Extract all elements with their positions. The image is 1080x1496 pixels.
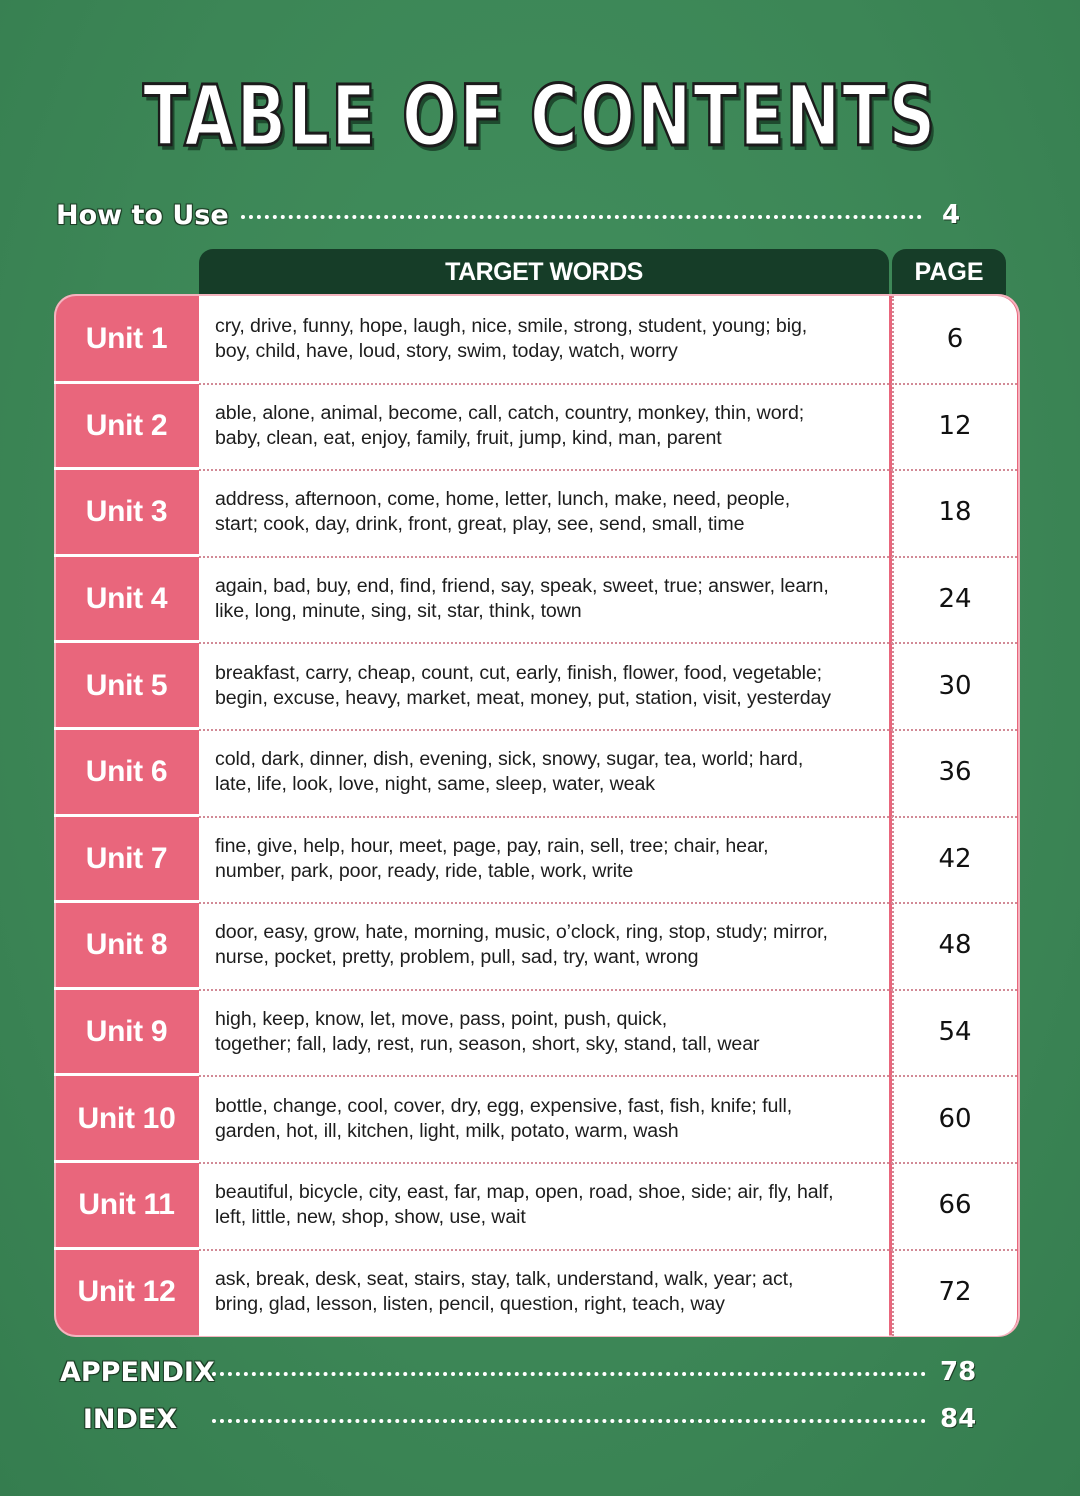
target-words-line-2: garden, hot, ill, kitchen, light, milk, potato, warm, wash [215, 1119, 679, 1142]
page-number: 36 [938, 757, 972, 788]
column-header-page: PAGE [892, 249, 1006, 295]
unit-label: Unit 1 [85, 322, 168, 356]
target-words-line-2: nurse, pocket, pretty, problem, pull, sad, try, want, wrong [215, 946, 699, 969]
unit-row[interactable] [54, 989, 1020, 1076]
toc-entry-index[interactable] [60, 1399, 977, 1439]
target-words-line-1: fine, give, help, hour, meet, page, pay, rain, sell, tree; chair, hear, [215, 834, 769, 857]
unit-label: Unit 6 [85, 755, 168, 789]
column-header-target-words: TARGET WORDS [199, 249, 889, 295]
unit-row[interactable] [54, 1075, 1020, 1162]
unit-row[interactable] [54, 816, 1020, 903]
target-words [215, 469, 895, 556]
target-words [215, 816, 895, 903]
dot-leader [212, 1419, 926, 1423]
page-number: 42 [938, 843, 972, 874]
page-number: 54 [938, 1017, 972, 1048]
unit-row[interactable] [54, 1162, 1020, 1249]
page-number: 6 [946, 324, 964, 355]
target-words-line-1: cry, drive, funny, hope, laugh, nice, smile, strong, student, young; big, [215, 315, 808, 338]
page-number: 60 [938, 1103, 972, 1134]
unit-label: Unit 7 [85, 841, 168, 875]
target-words-line-1: beautiful, bicycle, city, east, far, map, open, road, shoe, side; air, fly, half, [215, 1181, 834, 1204]
target-words-line-2: number, park, poor, ready, ride, table, work, write [215, 859, 634, 882]
unit-label: Unit 8 [85, 928, 168, 962]
target-words-line-1: ask, break, desk, seat, stairs, stay, talk, understand, walk, year; act, [215, 1267, 794, 1290]
unit-label: Unit 3 [85, 495, 168, 529]
unit-row[interactable] [54, 556, 1020, 643]
page-number: 24 [938, 584, 972, 615]
target-words-line-2: bring, glad, lesson, listen, pencil, question, right, teach, way [215, 1292, 725, 1315]
target-words [215, 989, 895, 1076]
target-words-line-1: breakfast, carry, cheap, count, cut, early, finish, flower, food, vegetable; [215, 661, 823, 684]
unit-row[interactable] [54, 383, 1020, 470]
unit-row[interactable] [54, 469, 1020, 556]
target-words-line-2: late, life, look, love, night, same, sleep, water, weak [215, 773, 655, 796]
target-words-line-2: begin, excuse, heavy, market, meat, money, put, station, visit, yesterday [215, 686, 831, 709]
dot-leader [212, 1372, 926, 1376]
target-words-line-2: baby, clean, eat, enjoy, family, fruit, jump, kind, man, parent [215, 426, 722, 449]
toc-page-number: 78 [940, 1357, 977, 1387]
target-words-line-2: together; fall, lady, rest, run, season, short, sky, stand, tall, wear [215, 1033, 760, 1056]
toc-entry-how-to-use[interactable] [56, 195, 966, 235]
unit-label: Unit 4 [85, 582, 168, 616]
target-words [215, 642, 895, 729]
toc-entry-appendix[interactable] [60, 1352, 977, 1392]
target-words-line-1: address, afternoon, come, home, letter, lunch, make, need, people, [215, 488, 791, 511]
dot-leader [241, 215, 922, 219]
unit-label: Unit 10 [77, 1101, 176, 1135]
target-words [215, 1249, 895, 1336]
target-words [215, 729, 895, 816]
unit-row[interactable] [54, 1249, 1020, 1336]
unit-label: Unit 11 [78, 1188, 175, 1222]
toc-label: INDEX [82, 1403, 178, 1435]
page-number: 18 [938, 497, 972, 528]
page-number: 12 [938, 410, 972, 441]
unit-row[interactable] [54, 729, 1020, 816]
unit-label: Unit 5 [85, 668, 168, 702]
target-words-line-1: high, keep, know, let, move, pass, point, push, quick, [215, 1008, 668, 1031]
target-words-line-1: bottle, change, cool, cover, dry, egg, expensive, fast, fish, knife; full, [215, 1094, 793, 1117]
target-words-line-1: cold, dark, dinner, dish, evening, sick, snowy, sugar, tea, world; hard, [215, 748, 804, 771]
target-words [215, 902, 895, 989]
target-words [215, 1075, 895, 1162]
toc-label: APPENDIX [60, 1356, 215, 1388]
page-number: 48 [938, 930, 972, 961]
page-number: 30 [938, 670, 972, 701]
unit-label: Unit 9 [85, 1015, 168, 1049]
target-words [215, 383, 895, 470]
target-words-line-1: able, alone, animal, become, call, catch, country, monkey, thin, word; [215, 401, 805, 424]
unit-label: Unit 12 [77, 1274, 176, 1308]
toc-page-number: 4 [941, 200, 961, 230]
unit-row[interactable] [54, 642, 1020, 729]
target-words-line-2: start; cook, day, drink, front, great, play, see, send, small, time [215, 513, 745, 536]
page-title: TABLE OF CONTENTS [142, 67, 938, 165]
page-number: 72 [938, 1276, 972, 1307]
target-words-line-1: again, bad, buy, end, find, friend, say, speak, sweet, true; answer, learn, [215, 575, 829, 598]
target-words-line-2: like, long, minute, sing, sit, star, think, town [215, 600, 582, 623]
target-words-line-2: left, little, new, shop, show, use, wait [215, 1206, 526, 1229]
unit-row[interactable] [54, 902, 1020, 989]
target-words-line-1: door, easy, grow, hate, morning, music, o’clock, ring, stop, study; mirror, [215, 921, 828, 944]
target-words [215, 296, 895, 383]
toc-label: How to Use [56, 199, 229, 231]
toc-page-number: 84 [940, 1404, 977, 1434]
target-words-line-2: boy, child, have, loud, story, swim, today, watch, worry [215, 340, 678, 363]
unit-row[interactable] [54, 296, 1020, 383]
target-words [215, 556, 895, 643]
target-words [215, 1162, 895, 1249]
unit-label: Unit 2 [85, 408, 168, 442]
page-number: 66 [938, 1190, 972, 1221]
